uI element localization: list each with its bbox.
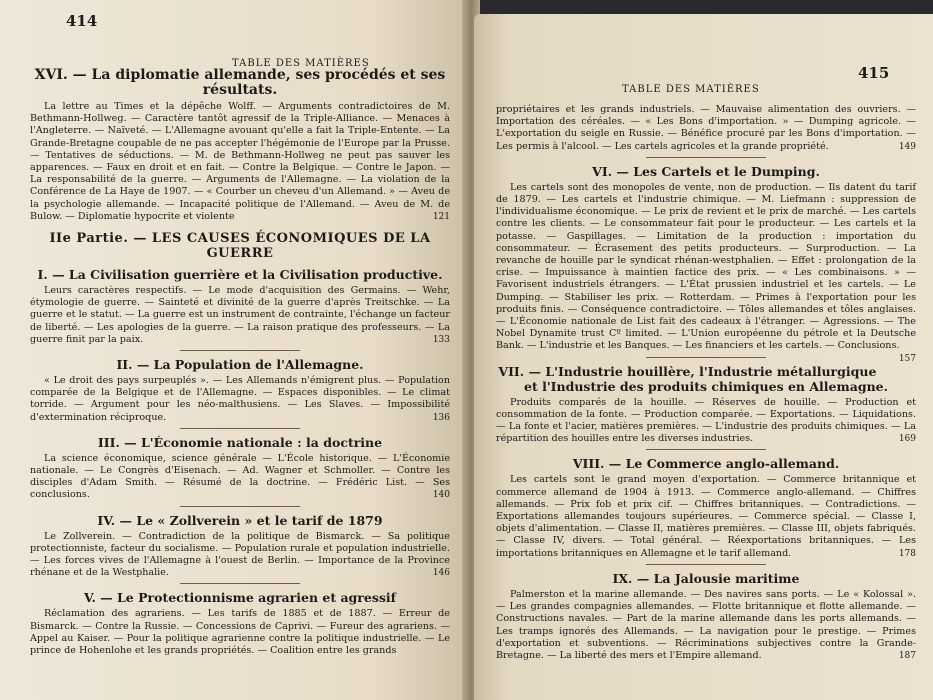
toc-section (30, 590, 450, 657)
section-title: XVI. — La diplomatie allemande, ses procédés et ses résultats. (34, 67, 446, 98)
right-page-number: 415 (858, 64, 890, 82)
toc-section (496, 163, 916, 364)
section-title: V. — Le Protectionnisme agrarien et agressif (83, 590, 397, 606)
section-body: Leurs caractères respectifs. — Le mode d'acquisition des Germains. — Wehr, étymologie de guerre. — Sainteté et divinité de la guerre d'après Treitschke. — La guerre et le statut. — La guerre est un instrument de contrainte, l'échange un facteur de liberté. — Les apologies de la guerre. — La raison pratique des professeurs. — La guerre finit par la paix. 133 (30, 285, 450, 345)
section-body: La science économique, science générale — L'École historique. — L'Économie nationale. — Le Congrès d'Eisenach. — Ad. Wagner et Schmoller. — Contre les disciples d'Adam Smith. — Résumé de la doctrine. — Frédéric List. — Ses conclusions. 140 (30, 452, 450, 501)
section-page: 178 (898, 548, 916, 559)
section-title: IV. — Le « Zollverein » et le tarif de 1879 (97, 512, 383, 528)
section-title: II. — La Population de l'Allemagne. (116, 357, 364, 373)
right-running-head: TABLE DES MATIÈRES (622, 84, 760, 95)
section-title: I. — La Civilisation guerrière et la Civilisation productive. (37, 267, 443, 283)
section-body: Produits comparés de la houille. — Réserves de houille. — Production et consommation de la fonte. — Production comparée. — Exportations. — Liquidations. — La fonte et l'acier, matières premières. — L'industrie des produits chimiques. — La répartition des houilles entre les diverses industries. 169 (496, 396, 916, 445)
toc-section (30, 513, 450, 580)
section-body: Les cartels sont le grand moyen d'exportation. — Commerce britannique et commerce allemand de 1904 à 1913. — Commerce anglo-allemand. — Chiffres allemands. — Prix fob et prix cif. — Chiffres britanniques. — Contradictions. — Exportations allemandes toujours supérieures. — Commerce spécial. — Classe I, objets d'alimentation. — Classe II, matières premières. — Classe III, objets fabriqués. — Classe IV, divers. — Total général. — Réexportations britanniques. — Les importations britanniques en Allemagne et le tarif allemand. 178 (496, 474, 916, 559)
divider (180, 506, 300, 507)
right-content (496, 104, 916, 662)
divider (646, 449, 766, 450)
part-title: IIe Partie. — LES CAUSES ÉCONOMIQUES DE LA GUERRE (49, 231, 431, 262)
section-page: 140 (432, 490, 450, 501)
divider (180, 428, 300, 429)
section-title: VIII. — Le Commerce anglo-allemand. (572, 456, 840, 472)
section-title: VI. — Les Cartels et le Dumping. (592, 163, 820, 179)
toc-section (30, 267, 450, 346)
toc-section (496, 456, 916, 559)
toc-section-continued (496, 104, 916, 153)
divider (646, 564, 766, 565)
divider (646, 357, 766, 358)
left-content (30, 62, 450, 657)
divider (180, 350, 300, 351)
section-body: La lettre au Times et la dépêche Wolff. — Arguments contradictoires de M. Bethmann-Hollweg. — Caractère tantôt agressif de la Triple-Alliance. — Menaces à l'Angleterre. — Naïveté. — L'Allemagne avouant qu'elle a fait la Triple-Entente. — La Grande-Bretagne coupable de ne pas accepter l'hégémonie de l'Europe par la Prusse. — Tentatives de séductions. — M. de Bethmann-Hollweg ne peut pas sauver les apparences. — Faux en droit et en fait. — Contre la Belgique. — Contre le Japon. — La responsabilité de la guerre. — Arguments de l'Allemagne. — La violation de la Conférence de La Haye de 1907. — « Courber un cheveu d'un Allemand. » — Aveu de la psychologie allemande. — Incapacité politique de l'Allemand. — Aveu de M. de Bulow. — Diplomatie hypocrite et violente 121 (30, 101, 450, 222)
section-page: 157 (898, 353, 916, 364)
section-body: Les cartels sont des monopoles de vente, non de production. — Ils datent du tarif de 1879. — Les cartels et l'industrie chimique. — M. Liefmann : suppression de l'individualisme économique. — Le prix de revient et le prix de marché. — Les cartels contre les clients. — Le consommateur fait pour le producteur. — Les cartels et la potasse. — Gaspillages. — Limitation de la production : importation du consommateur. — Écrasement des petits producteurs. — Surproduction. — La revanche de houille par le syndicat rhénan-westphalien. — Effet : prolongation de la crise. — Impuissance à maintien factice des prix. — « Les combinaisons. » — Favorisent industriels étrangers. — L'État prussien industriel et les cartels. — Le Dumping. — Stabiliser les prix. — Rotterdam. — Primes à l'exportation pour les produits finis. — Conséquence contradictoire. — Tôles allemandes et tôles anglaises. — L'Économie nationale de List fait des cadeaux à l'étranger. — Agressions. — The Nobel Dynamite trust Cº limited. — L'Union européenne du pétrole et la Deutsche Bank. — L'industrie et les Banques. — Les financiers et les cartels. — Conclusions. 157 (496, 181, 916, 364)
toc-section (30, 357, 450, 424)
section-body: Le Zollverein. — Contradiction de la politique de Bismarck. — Sa politique protectionniste, facteur du socialisme. — Population rurale et population industrielle. — Les forces vives de l'Allemagne à l'ouest de Berlin. — Importance de la Province rhénane et de la Westphalie. 146 (30, 530, 450, 579)
section-page: 133 (432, 334, 450, 345)
right-page (474, 14, 933, 700)
section-title: VII. — L'Industrie houillère, l'Industrie métallurgique et l'Industrie des produits chimiques en Allemagne. (498, 363, 888, 394)
left-running-head: TABLE DES MATIÈRES (232, 58, 370, 69)
left-page-number: 414 (66, 12, 98, 30)
toc-section (30, 68, 450, 223)
section-body: Palmerston et la marine allemande. — Des navires sans ports. — Le « Kolossal ». — Les grandes compagnies allemandes. — Flotte britannique et flotte allemande. — Constructions navales. — Part de la marine allemande dans les ports allemands. — Les tramps ignorés des Allemands. — La navigation pour le prestige. — Primes d'exportation et subventions. — Récriminations subjectives contre la Grande-Bretagne. — La liberté des mers et l'Empire allemand. 187 (496, 588, 916, 661)
section-title: IX. — La Jalousie maritime (612, 570, 800, 586)
toc-section (30, 435, 450, 502)
divider (646, 157, 766, 158)
toc-section (496, 571, 916, 662)
section-body: « Le droit des pays surpeuplés ». — Les Allemands n'émigrent plus. — Population comparée de la Belgique et de l'Allemagne. — Espaces disponibles. — Le climat torride. — Argument pour les néo-malthusiens. — Les Slaves. — Impossibilité d'extermination réciproque. 136 (30, 375, 450, 423)
section-body: propriétaires et les grands industriels. — Mauvaise alimentation des ouvriers. — Importation des céréales. — « Les Bons d'importation. » — Dumping agricole. — L'exportation du seigle en Russie. — Bénéfice procuré par les Bons d'importation. — Les permis à l'alcool. — Les cartels agricoles et la grande propriété. 149 (496, 104, 916, 152)
toc-section (496, 364, 916, 446)
section-page: 121 (432, 211, 450, 222)
divider (180, 583, 300, 584)
section-body: Réclamation des agrariens. — Les tarifs de 1885 et de 1887. — Erreur de Bismarck. — Contre la Russie. — Concessions de Caprivi. — Fureur des agrariens. — Appel au Kaiser. — Pour la politique agrarienne contre la politique industrielle. — Le prince de Hohenlohe et les grands propriétés. — Coalition entre les grands (30, 608, 450, 657)
section-page: 187 (898, 650, 916, 661)
section-page: 146 (432, 568, 450, 579)
section-page: 136 (432, 412, 450, 423)
section-page: 149 (898, 141, 916, 152)
section-page: 169 (898, 434, 916, 445)
section-title: III. — L'Économie nationale : la doctrine (97, 434, 383, 450)
